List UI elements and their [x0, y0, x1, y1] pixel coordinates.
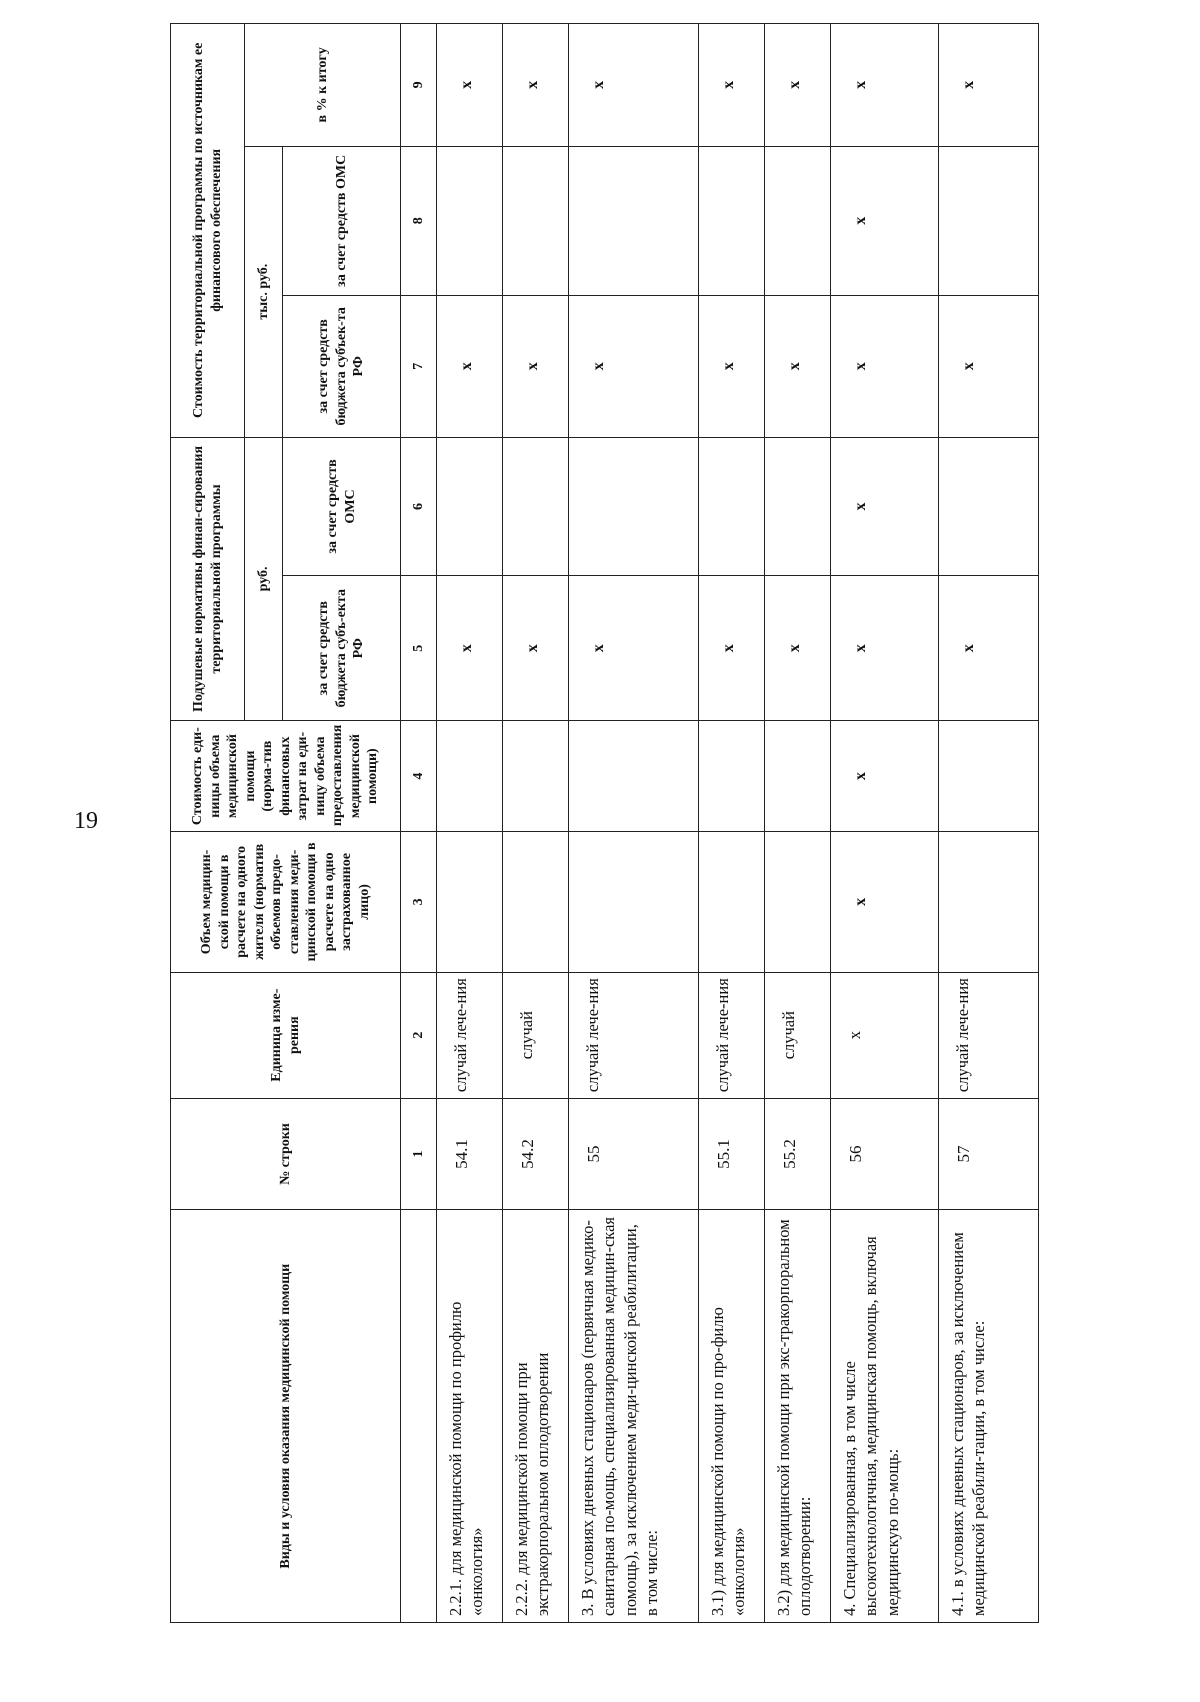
row-percapita-oms [699, 437, 765, 576]
row-percapita-budget: х [765, 576, 831, 721]
row-unit: случай лече-ния [939, 972, 1039, 1098]
col-number: 8 [401, 146, 437, 295]
col-number [401, 1210, 437, 1623]
row-total-oms: х [831, 146, 939, 295]
table-row [765, 24, 831, 1623]
row-percapita-budget: х [569, 576, 699, 721]
row-volume [569, 832, 699, 973]
row-percapita-oms [569, 437, 699, 576]
col-number: 9 [401, 24, 437, 147]
row-volume [503, 832, 569, 973]
row-name: 4. Специализированная, в том числе высокотехнологичная, медицинская помощь, включая медицинскую по-мощь: [831, 1210, 939, 1623]
col-number: 7 [401, 295, 437, 437]
table-row [699, 24, 765, 1623]
row-volume [699, 832, 765, 973]
col-number: 2 [401, 972, 437, 1098]
row-percapita-budget: х [699, 576, 765, 721]
row-percapita-budget: х [437, 576, 503, 721]
table-row [437, 24, 503, 1623]
row-volume [939, 832, 1039, 973]
row-name: 3. В условиях дневных стационаров (первичная медико-санитарная по-мощь, специализированная медицин-ская помощь), за исключением меди-цинской реабилитации, в том числе: [569, 1210, 699, 1623]
header-thous-rub: тыс. руб. [245, 146, 283, 437]
table-row [503, 24, 569, 1623]
row-name: 2.2.2. для медицинской помощи при экстракорпоральном оплодотворении [503, 1210, 569, 1623]
row-total-budget: х [831, 295, 939, 437]
row-percent: х [569, 24, 699, 147]
row-percapita-oms [437, 437, 503, 576]
row-unit: случай лече-ния [699, 972, 765, 1098]
table-row [939, 24, 1039, 1623]
row-percent: х [765, 24, 831, 147]
row-name: 3.2) для медицинской помощи при экс-тракорпоральном оплодотворении: [765, 1210, 831, 1623]
row-cost-unit [939, 721, 1039, 832]
page-number: 19 [74, 808, 98, 834]
header-type: Виды и условия оказания медицинской помощи [171, 1210, 401, 1623]
row-total-oms [503, 146, 569, 295]
header-oms: за счет средств ОМС [283, 146, 401, 295]
row-percapita-oms [765, 437, 831, 576]
row-total-budget: х [765, 295, 831, 437]
row-percapita-oms [939, 437, 1039, 576]
row-percent: х [503, 24, 569, 147]
row-total-oms [939, 146, 1039, 295]
row-name: 2.2.1. для медицинской помощи по профилю «онкология» [437, 1210, 503, 1623]
row-cost-unit [503, 721, 569, 832]
row-percapita-budget: х [503, 576, 569, 721]
row-total-budget: х [503, 295, 569, 437]
row-unit: случай лече-ния [569, 972, 699, 1098]
row-percapita-oms: х [831, 437, 939, 576]
row-total-budget: х [699, 295, 765, 437]
row-unit: случай [765, 972, 831, 1098]
row-percent: х [699, 24, 765, 147]
col-number: 3 [401, 832, 437, 973]
rotated-table-wrapper [170, 23, 1118, 1623]
header-unit: Единица изме-рения [171, 972, 401, 1098]
header-budget-subject: за счет средств бюджета субъ-екта РФ [283, 576, 401, 721]
header-oms: за счет средств ОМС [283, 437, 401, 576]
header-cost-unit: Стоимость еди-ницы объема медицинской помощи (норма-тив финансовых затрат на еди-ницу объема предоставления медицинской помощи) [171, 721, 401, 832]
header-budget-subject: за счет средств бюджета субъек-та РФ [283, 295, 401, 437]
row-volume [765, 832, 831, 973]
row-percapita-budget: х [831, 576, 939, 721]
row-total-budget: х [939, 295, 1039, 437]
row-code: 54.1 [437, 1098, 503, 1210]
row-volume: х [831, 832, 939, 973]
row-total-budget: х [569, 295, 699, 437]
col-number: 4 [401, 721, 437, 832]
header-percent: в % к итогу [245, 24, 401, 147]
row-unit: случай [503, 972, 569, 1098]
col-number: 1 [401, 1098, 437, 1210]
table-row [569, 24, 699, 1623]
row-total-oms [699, 146, 765, 295]
row-code: 55.2 [765, 1098, 831, 1210]
row-cost-unit [699, 721, 765, 832]
col-number: 5 [401, 576, 437, 721]
header-row-number: № строки [171, 1098, 401, 1210]
col-number: 6 [401, 437, 437, 576]
row-percent: х [939, 24, 1039, 147]
header-volume: Объем медицин-ской помощи в расчете на одного жителя (норматив объемов предо-ставления меди-цинской помощи в расчете на одно застрахованное лицо) [171, 832, 401, 973]
row-cost-unit [569, 721, 699, 832]
header-rub: руб. [245, 437, 283, 721]
row-code: 55.1 [699, 1098, 765, 1210]
row-code: 54.2 [503, 1098, 569, 1210]
table-body [437, 24, 1039, 1623]
row-percapita-oms [503, 437, 569, 576]
row-code: 55 [569, 1098, 699, 1210]
row-percapita-budget: х [939, 576, 1039, 721]
row-code: 56 [831, 1098, 939, 1210]
row-name: 4.1. в условиях дневных стационаров, за исключением медицинской реабили-тации, в том числе: [939, 1210, 1039, 1623]
row-total-oms [765, 146, 831, 295]
financing-table [170, 23, 1039, 1623]
row-total-oms [569, 146, 699, 295]
row-total-budget: х [437, 295, 503, 437]
table-row [831, 24, 939, 1623]
row-unit: случай лече-ния [437, 972, 503, 1098]
row-cost-unit: х [831, 721, 939, 832]
header-total-group: Стоимость территориальной программы по источникам ее финансового обеспечения [171, 24, 245, 438]
row-volume [437, 832, 503, 973]
row-percent: х [831, 24, 939, 147]
row-name: 3.1) для медицинской помощи по про-филю «онкология» [699, 1210, 765, 1623]
row-unit: х [831, 972, 939, 1098]
header-percapita-group: Подушевые нормативы финан-сирования территориальной программы [171, 437, 245, 721]
row-percent: х [437, 24, 503, 147]
row-cost-unit [765, 721, 831, 832]
row-cost-unit [437, 721, 503, 832]
row-total-oms [437, 146, 503, 295]
row-code: 57 [939, 1098, 1039, 1210]
